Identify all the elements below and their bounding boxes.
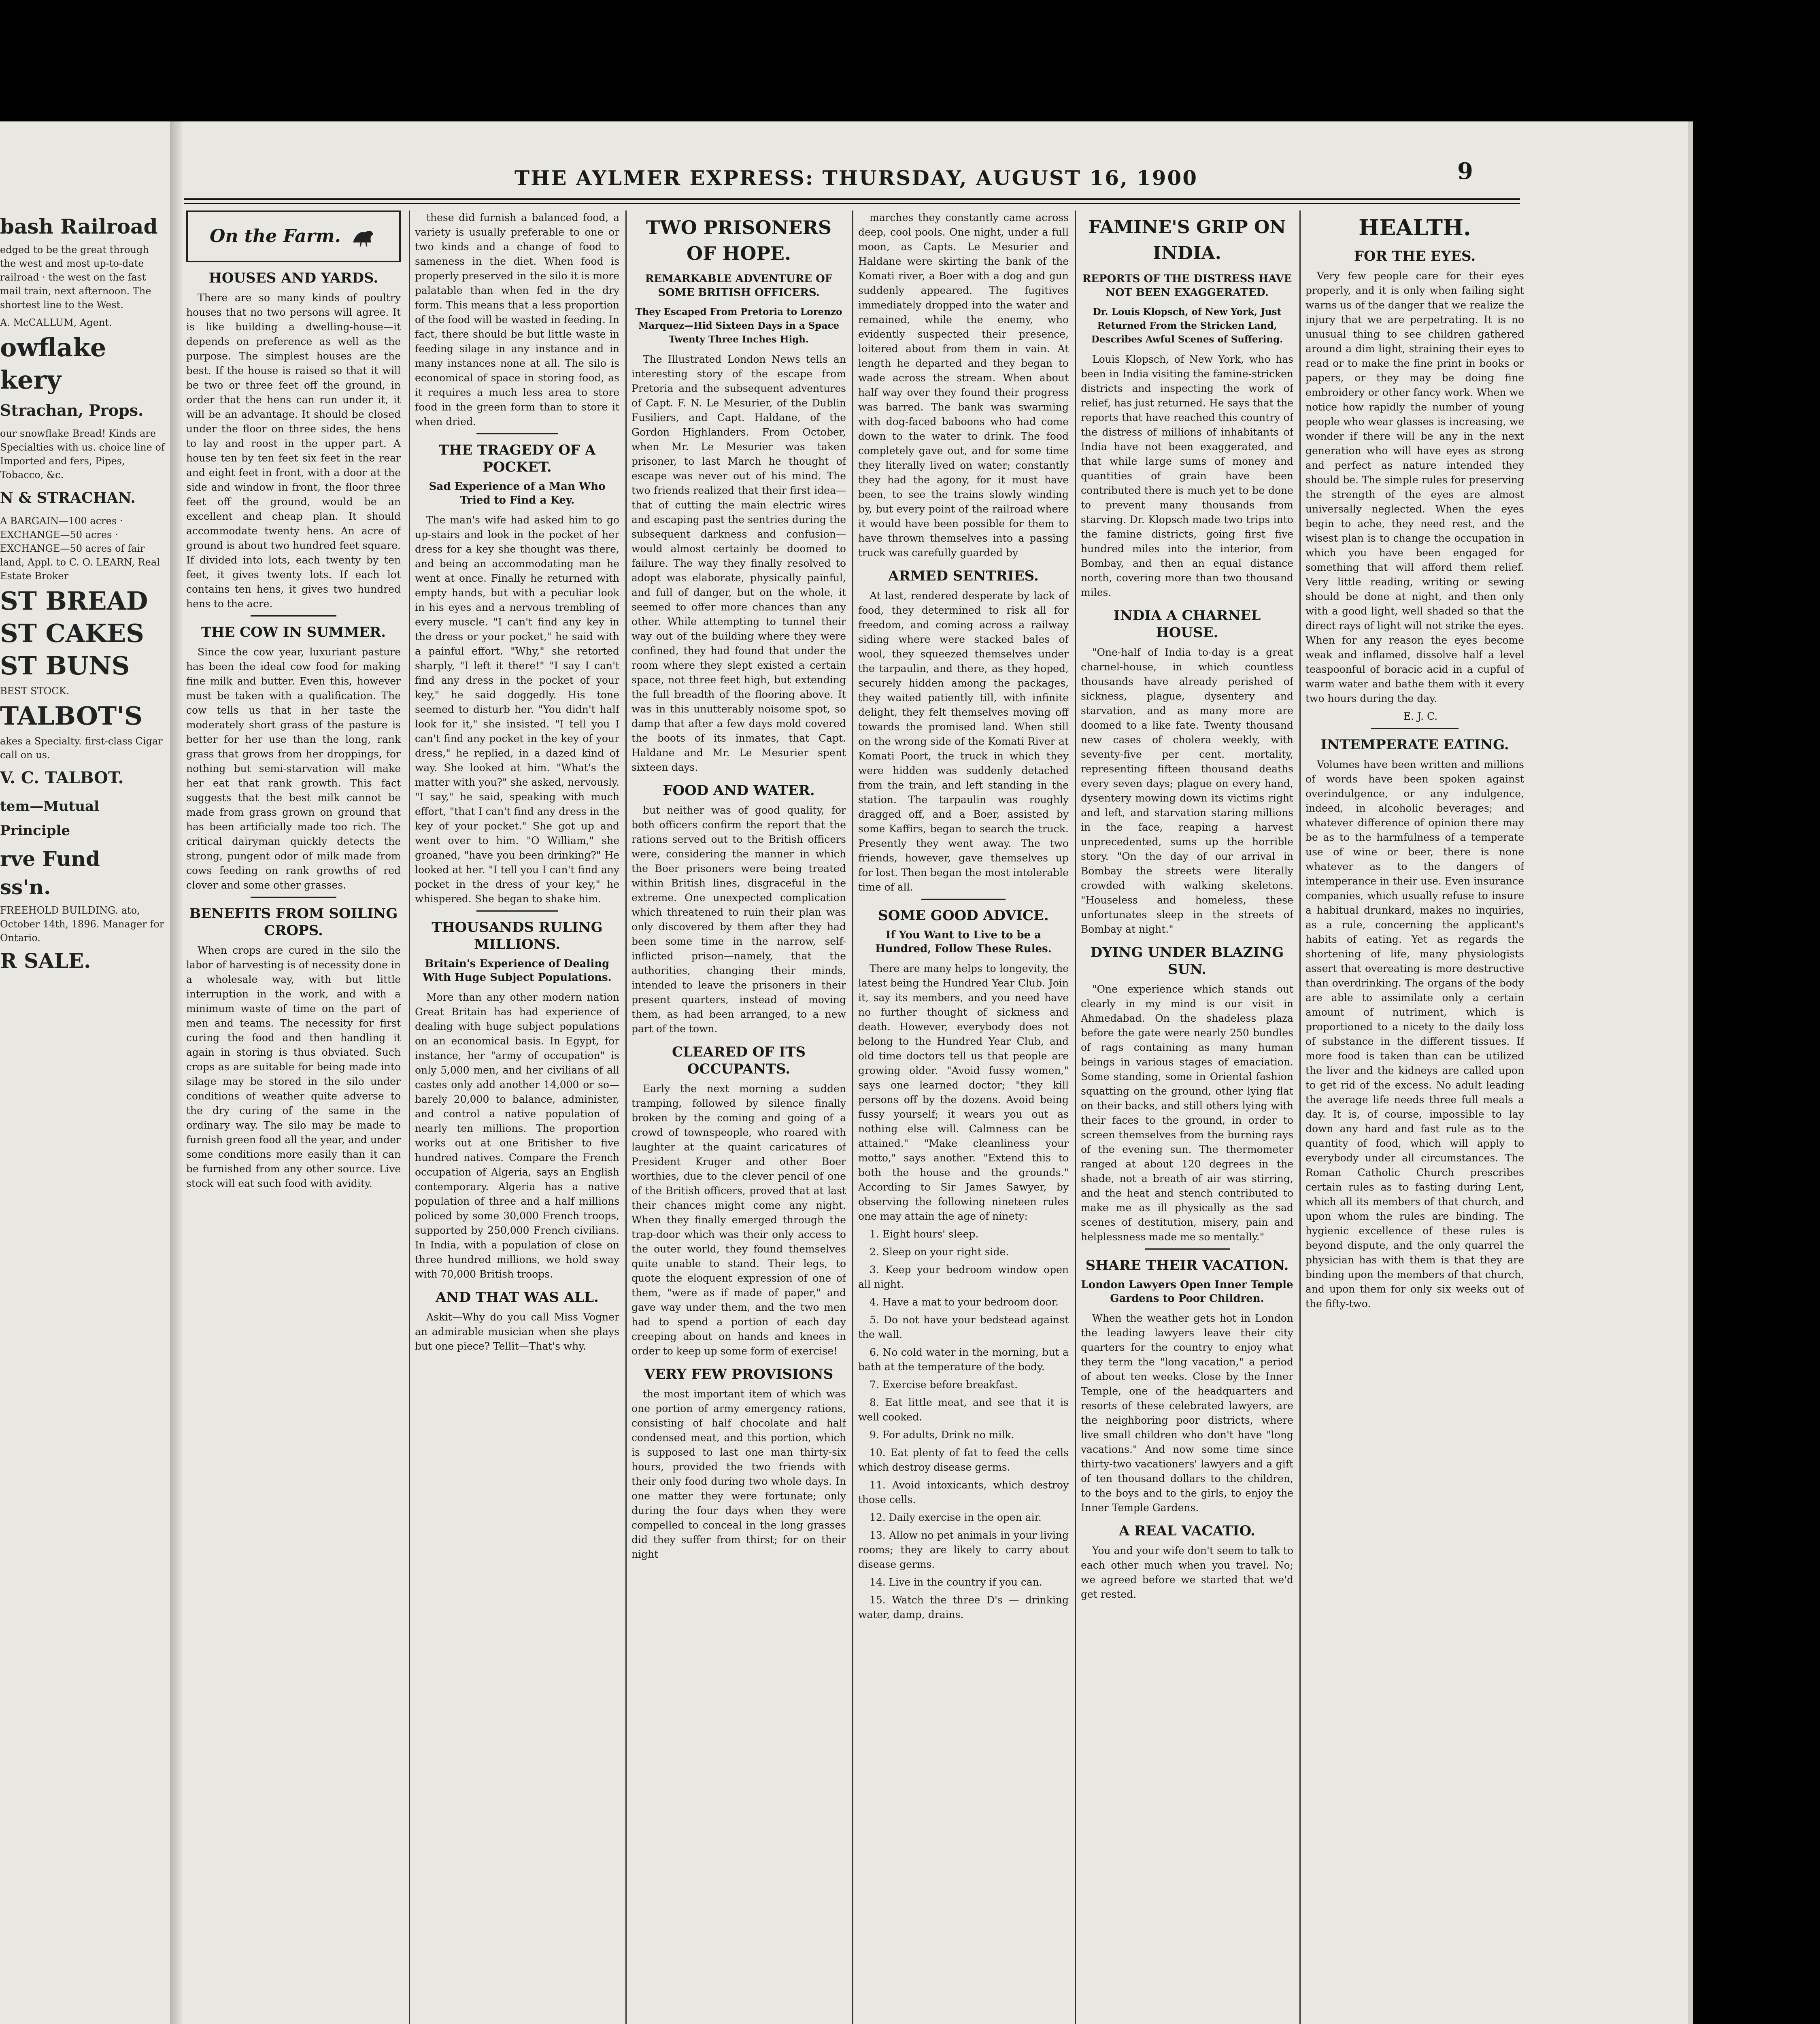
railroad-agent: A. McCALLUM, Agent. xyxy=(0,317,112,328)
advice-subheading: If You Want to Live to be a Hundred, Follow These Rules. xyxy=(875,929,1052,955)
column-rule xyxy=(852,210,853,2024)
sale-head: R SALE. xyxy=(0,949,91,973)
column-famine xyxy=(1081,210,1293,2024)
column-advice xyxy=(858,210,1069,2024)
soiling-heading: BENEFITS FROM SOILING CROPS. xyxy=(189,906,398,939)
rule-item: 6. No cold water in the morning, but a bath at the temperature of the body. xyxy=(858,1346,1069,1373)
cow-heading: THE COW IN SUMMER. xyxy=(201,624,386,640)
column-health xyxy=(1305,210,1524,2024)
masthead-rule xyxy=(184,198,1520,204)
farm-banner-title: On the Farm. xyxy=(210,226,341,247)
millions-text: More than any other modern nation Great Britain has had experience of dealing with huge subject populations on an economical basis. In Egypt, for instance, her "army of occupation" is only 5,000 men, and her civilians of all castes only add another 14,000 or so—barely 20,000 to balance, administer, and control a native population of nearly ten millions. The proportion works out at one Britisher to five hundred natives. Compare the French occupation of Algeria, says an English contemporary. Algeria has a native population of three and a half millions policed by some 30,000 French troops, supported by 250,000 French civilians. In India, with a population of close on three hundred millions, we hold sway with 70,000 British troops. xyxy=(415,991,619,1280)
advice-text: There are many helps to longevity, the latest being the Hundred Year Club. Join it, say its members, and you need have no further thought of sickness and death. However, everybody does not belong to the Hundred Year Club, and old time doctors tell us that people are growing older. "Avoid fussy women," says one learned doctor; "they kill persons off by the dozens. Avoid being fussy yourself; it wears you out as nothing else will. Calmness can be attained." "Make cleanliness your motto," says another. "Extend this to both the house and the grounds." According to Sir James Sawyer, by observing the following nineteen rules one may attain the age of ninety: xyxy=(858,963,1069,1222)
sentries-text: At last, rendered desperate by lack of food, they determined to risk all for freedom, and coming across a railway siding where were stacked bales of wool, they squeezed themselves under the tarpaulin, and there, as they hoped, securely hidden among the packages, they waited patiently till, with infinite delight, they felt themselves moving off towards the promised land. When still on the wrong side of the Komati River at Komati Poort, the truck in which they were hidden was suddenly detached from the train, and left standing in the station. The tarpaulin was roughly dragged off, and a Boer, assisted by some Kaffirs, began to search the truck. Presently they went away. The two friends, however, gave themselves up for lost. Then began the most intolerable time of all. xyxy=(858,590,1069,893)
vacation-text: When the weather gets hot in London the leading lawyers leave their city quarters for the country to enjoy what they term the "long vacation," a period of about ten weeks. Close by the Inner Temple, one of the headquarters and resorts of these celebrated lawyers, are the neighboring poor districts, where live small children who don't have "long vacations." And now some time since thirty-two vacationers' lawyers and a gift of ten thousand dollars to the children, to the boys and to the girls, to enjoy the Inner Temple Gardens. xyxy=(1081,1312,1293,1514)
vacation-heading: SHARE THEIR VACATION. xyxy=(1085,1257,1289,1274)
page-gutter xyxy=(170,121,182,2024)
real-estate-ads: A BARGAIN—100 acres · EXCHANGE—50 acres · EXCHANGE—50 acres of fair land, Appl. to C. O. LEARN, Real Estate Broker xyxy=(0,515,160,582)
sentries-heading: ARMED SENTRIES. xyxy=(888,568,1039,584)
column-rule xyxy=(409,210,410,2024)
rule-item: 13. Allow no pet animals in your living rooms; they are likely to carry about disease germs. xyxy=(858,1529,1069,1570)
rule-item: 1. Eight hours' sleep. xyxy=(870,1228,979,1240)
food-text: but neither was of good quality, for both officers confirm the report that the rations served out to the British officers were, considering the manner in which the Boer prisoners were being treated within British lines, disgraceful in the extreme. One unexpected complication which threatened to ruin their plan was only discovered by them after they had been some time in the narrow, self-inflicted prison—namely, that the authorities, changing their minds, intended to leave the prisoners in their present quarters, instead of moving them, as had been arranged, to a new part of the town. xyxy=(631,804,846,1035)
rule-item: 12. Daily exercise in the open air. xyxy=(870,1512,1042,1523)
bakery-name-1: owflake xyxy=(0,333,106,362)
eyes-heading: FOR THE EYES. xyxy=(1354,248,1476,264)
column-rule xyxy=(1075,210,1076,2024)
charnel-heading: INDIA A CHARNEL HOUSE. xyxy=(1113,608,1261,641)
provisions-heading: VERY FEW PROVISIONS xyxy=(644,1366,833,1382)
rule-item: 5. Do not have your bedstead against the wall. xyxy=(858,1314,1069,1340)
eating-text: Volumes have been written and millions of words have been spoken against overindulgence, or any indulgence, indeed, in alcoholic beverages; and whatever difference of opinion there may be as to the harmfulness of a temperate use of wine or beer, there is none whatever as to the dangers of intemperance in their use. Even insurance companies, which usually refuse to insure a habitual drunkard, makes no inquiries, as a rule, concerning the applicant's habits of eating. Yet as regards the shortening of life, many physiologists assert that overeating is more destructive than overdrinking. The organs of the body are able to assimilate only a certain amount of nutriment, which is proportioned to a nicety to the daily loss of substance in the different tissues. If more food is taken than can be utilized the liver and the kidneys are called upon to get rid of the excess. No adult leading the average life needs three full meals a day. It is, of course, impossible to lay down any hard and fast rule as to the quantity of food, which will apply to everybody under all circumstances. The Roman Catholic Church prescribes certain rules as to fasting during Lent, which all its members of that church, and upon whom the rules are binding. The hygienic excellence of these rules is beyond dispute, and the only quarrel the physician has with them is that they are binding upon the members of that church, and upon them for only six weeks out of the fifty-two. xyxy=(1305,759,1524,1310)
eyes-signature: E. J. C. xyxy=(1403,710,1438,722)
divider xyxy=(251,615,336,617)
vacation-subheading: London Lawyers Open Inner Temple Gardens to Poor Children. xyxy=(1081,1279,1293,1305)
soiling-text: When crops are cured in the silo the labor of harvesting is of necessity done in a wholesale way, with but little interruption in the work, and with a minimum waste of time on the part of men and teams. The necessity for first curing the food and then handling it again in storing is thus obviated. Such crops as are suitable for being made into silage may be stored in the silo under conditions of weather quite adverse to the dry curing of the same in the ordinary way. The silo may be made to furnish green food all the year, and under some conditions more easily than it can be furnished from any other source. Live stock will eat such food with avidity. xyxy=(186,944,401,1189)
millions-subheading: Britain's Experience of Dealing With Huge Subject Populations. xyxy=(423,958,612,984)
divider xyxy=(476,910,558,912)
divider xyxy=(251,897,336,898)
reserve-fund: rve Fund xyxy=(0,847,100,871)
cow-text: Since the cow year, luxuriant pasture has been the ideal cow food for making fine milk and butter. Even this, however must be taken with a qualification. The cow tells us that in her taste the moderately short grass of the pasture is better for her use than the long, rank grass that grows from her droppings, for nothing but semi-starvation will make her eat that rank growth. This fact suggests that the best milk cannot be made from grass grown on ground that has been artificially made too rich. The critical dairyman quickly detects the strong, pungent odor of milk made from cows feeding on rank growths of red clover and some other grasses. xyxy=(186,646,401,891)
column-rule xyxy=(1299,210,1301,2024)
pocket-subheading: Sad Experience of a Man Who Tried to Find a Key. xyxy=(429,480,606,506)
food-heading: FOOD AND WATER. xyxy=(663,782,815,799)
farm-banner xyxy=(186,210,401,262)
bread-line-1: ST BREAD xyxy=(0,586,148,616)
rule-item: 8. Eat little meat, and see that it is well cooked. xyxy=(858,1397,1069,1423)
mutual-head: tem—Mutual Principle xyxy=(0,798,100,839)
page-number: 9 xyxy=(1457,158,1473,185)
column-farm xyxy=(186,210,401,2024)
best-stock: BEST STOCK. xyxy=(0,685,70,697)
left-page-fragment xyxy=(0,210,166,2024)
cleared-heading: CLEARED OF ITS OCCUPANTS. xyxy=(672,1044,806,1077)
pocket-text: The man's wife had asked him to go up-stairs and look in the pocket of her dress for a key she thought was there, and being an accommodating man he went at once. Finally he returned with empty hands, but with a peculiar look in his eyes and a nervous trembling of every muscle. "I can't find any key in the dress or your pocket," he said with a painful effort. "Why," she retorted sharply, "I left it there!" "I say I can't find any dress in the pocket of your key," he said doggedly. His tone seemed to disturb her. "You didn't half look for it," she insisted. "I tell you I can't find any pocket in the key of your dress," he replied, in a dazed kind of way. She looked at him. "What's the matter with you?" she asked, nervously. "I say," he said, speaking with much effort, "that I can't find any dress in the key of your pocket." She got up and went over to him. "O William," she groaned, "have you been drinking?" He looked at her. "I tell you I can't find any pocket in the dress of your key," he whispered. She began to shake him. xyxy=(415,514,619,905)
bread-line-2: ST CAKES xyxy=(0,619,144,648)
that-text: Askit—Why do you call Miss Vogner an admirable musician when she plays but one piece? Tellit—That's why. xyxy=(415,1311,619,1352)
rule-item: 14. Live in the country if you can. xyxy=(870,1576,1042,1588)
talbot-name: V. C. TALBOT. xyxy=(0,768,124,787)
houses-heading: HOUSES AND YARDS. xyxy=(208,270,378,286)
rule-item: 11. Avoid intoxicants, which destroy those cells. xyxy=(858,1479,1069,1505)
bakery-text: our snowflake Bread! Kinds are Specialties with us. choice line of Imported and fers, Pipes, Tobacco, &c. xyxy=(0,428,165,480)
famine-text: Louis Klopsch, of New York, who has been in India visiting the famine-stricken districts and inspecting the work of relief, has just returned. He says that the reports that have reached this country of the distress of millions of inhabitants of India have not been exaggerated, and that while large sums of money and quantities of grain have been contributed there is much yet to be done to prevent many thousands from starving. Dr. Klopsch made two trips into the famine districts, going first five hundred miles into the interior, from Bombay, and then an equal distance north, covering more than two thousand miles. xyxy=(1081,353,1293,598)
charnel-text: "One-half of India to-day is a great charnel-house, in which countless thousands have already perished of sickness, plague, dysentery and starvation, and as many more are doomed to a like fate. Twenty thousand new cases of cholera weekly, with seventy-five per cent. mortality, representing fifteen thousand deaths every seven days; plague on every hand, dysentery mowing down its victims right and left, and starvation staring millions in the face, reaping a harvest unprecedented, sums up the horrible story. "On the day of our arrival in Bombay the streets were literally crowded with walking skeletons. "Houseless and homeless, these unfortunates sleep in the streets of Bombay at night." xyxy=(1081,646,1293,935)
prisoners-subheading-2: They Escaped From Pretoria to Lorenzo Marquez—Hid Sixteen Days in a Space Twenty Three Inches High. xyxy=(635,306,842,345)
cleared-text: Early the next morning a sudden tramping, followed by silence finally broken by the coming and going of a crowd of townspeople, who roared with laughter at the quaint caricatures of President Kruger and other Boer worthies, due to the clever pencil of one of the British officers, proved that at last their chances might come any night. When they finally emerged through the trap-door which was their only access to the outer world, they found themselves quite unable to stand. Their legs, to quote the eloquent expression of one of them, "were as if made of paper," and gave way under them, and the two men had to spend a portion of each day creeping about on hands and knees in order to keep up some form of exercise! xyxy=(631,1083,846,1357)
masthead: THE AYLMER EXPRESS: THURSDAY, AUGUST 16, 1900 xyxy=(514,166,1198,190)
dying-text: "One experience which stands out clearly in my mind is our visit in Ahmedabad. On the shadeless plaza before the gate were nearly 250 bundles of rags containing as many human beings in various stages of emaciation. Some standing, some in Oriental fashion squatting on the ground, other lying flat on their backs, and still others lying with their faces to the ground, in order to screen themselves from the burning rays of the evening sun. The thermometer ranged at about 120 degrees in the shade, not a breath of air was stirring, and the heat and stench contributed to make me as ill physically as the sad scenes of destitution, misery, pain and helplessness made me so mentally." xyxy=(1081,983,1293,1243)
assn: ss'n. xyxy=(0,875,51,899)
rule-item: 3. Keep your bedroom window open all night. xyxy=(858,1264,1069,1290)
dying-heading: DYING UNDER BLAZING SUN. xyxy=(1090,944,1284,978)
famine-heading: FAMINE'S GRIP ON INDIA. xyxy=(1088,217,1286,264)
famine-subheading: REPORTS OF THE DISTRESS HAVE NOT BEEN EXAGGERATED. xyxy=(1082,273,1292,299)
bread-line-3: ST BUNS xyxy=(0,651,130,680)
divider xyxy=(1145,1248,1230,1250)
column-prisoners xyxy=(631,210,846,2024)
column-rule xyxy=(625,210,627,2024)
bakery-props: Strachan, Props. xyxy=(0,401,144,419)
divider xyxy=(476,433,558,434)
rule-item: 7. Exercise before breakfast. xyxy=(870,1379,1018,1390)
rule-item: 2. Sleep on your right side. xyxy=(870,1246,1009,1258)
bakery-firm: N & STRACHAN. xyxy=(0,489,136,506)
divider xyxy=(921,899,1006,900)
marches-text: marches they constantly came across deep, cool pools. One night, under a full moon, as Capts. Le Mesurier and Haldane were skirting the bank of the Komati river, a Boer with a dog and gun suddenly appeared. The fugitives immediately dropped into the water and remained, while the enemy, who evidently suspected their presence, loitered about from them in vain. At length he departed and they began to wade across the stream. When about half way over they found their progress was barred. The bank was swarming with dog-faced baboons who had come down to the water to drink. The food completely gave out, and for some time they literally lived on water; constantly they had the agony, for it must have been, to see the trains slowly winding by, but every point of the railroad where it would have been possible for them to have thrown themselves into a passing truck was carefully guarded by xyxy=(858,212,1069,559)
millions-heading: THOUSANDS RULING MILLIONS. xyxy=(432,919,603,952)
pocket-heading: THE TRAGEDY OF A POCKET. xyxy=(438,442,596,475)
column-pocket xyxy=(415,210,619,2024)
rooster-icon xyxy=(349,226,377,247)
railroad-text: edged to be the great through the west and most up-to-date railroad · the west on the fast mail train, next afternoon. The shortest line to the West. xyxy=(0,244,151,310)
houses-text: There are so many kinds of poultry houses that no two persons will agree. It is like building a dwelling-house—it depends on preference as well as the purpose. The simplest houses are the best. If the house is raised so that it will be two or three feet off the ground, in order that the hens can run under it, it will be an advantage. It should be closed under the floor on three sides, the hens to lay and roost in the upper part. A house ten by ten feet six feet in the rear and eight feet in front, with a door at the side and window in front, the floor three feet off the ground, would be an excellent and cheap plan. It should accommodate twenty hens. An acre of ground is about two hundred feet square. If divided into lots, each twenty by ten feet, it gives twenty lots. If each lot contains ten hens, it gives two hundred hens to the acre. xyxy=(186,292,401,610)
mutual-text: FREEHOLD BUILDING. ato, October 14th, 1896. Manager for Ontario. xyxy=(0,905,164,944)
advice-heading: SOME GOOD ADVICE. xyxy=(878,908,1049,924)
provisions-text: the most important item of which was one portion of army emergency rations, consisting of half chocolate and half condensed meat, and this portion, which is supposed to last one man thirty-six hours, provided the two friends with their only food during two whole days. In one matter they were fortunate; only during the four days when they were compelled to conceal in the long grasses did they suffer from thirst; for on their night xyxy=(631,1388,846,1560)
rule-item: 10. Eat plenty of fat to feed the cells which destroy disease germs. xyxy=(858,1447,1069,1473)
that-heading: AND THAT WAS ALL. xyxy=(436,1289,599,1305)
rule-item: 4. Have a mat to your bedroom door. xyxy=(870,1296,1059,1308)
silo-text: these did furnish a balanced food, a variety is usually preferable to one or two kinds and a change of food to sameness in the diet. When food is properly preserved in the silo it is more palatable than when fed in the dry form. This means that a less proportion of the food will be wasted in feeding. In fact, there should be but little waste in feeding silage in any instance and in many instances none at all. The silo is economical of space in storing food, as it requires a much less area to store food in the green form than to store it when dried. xyxy=(415,212,619,427)
bakery-name-2: kery xyxy=(0,365,62,395)
prisoners-heading: TWO PRISONERS OF HOPE. xyxy=(646,217,832,264)
eating-heading: INTEMPERATE EATING. xyxy=(1320,737,1509,753)
prisoners-text: The Illustrated London News tells an interesting story of the escape from Pretoria and the subsequent adventures of Capt. F. N. Le Mesurier, of the Dublin Fusiliers, and Capt. Haldane, of the Gordon Highlanders. From October, when Mr. Le Mesurier was taken prisoner, to last March he thought of escape was never out of his mind. The two friends realized that their first idea—that of cutting the main electric wires and escaping past the sentries during the subsequent darkness and confusion—would almost certainly be doomed to failure. The way they finally resolved to adopt was elaborate, physically painful, and full of danger, but on the whole, it seemed to offer more chances than any other. While attempting to tunnel their way out of the building where they were confined, they had found that under the room where they slept existed a certain space, not three feet high, but extending the full breadth of the flooring above. It was in this unutterably noisome spot, so damp that after a few days mold covered the boots of its inmates, that Capt. Haldane and Mr. Le Mesurier spent sixteen days. xyxy=(631,353,846,773)
rule-item: 15. Watch the three D's — drinking water, damp, drains. xyxy=(858,1594,1069,1620)
divider xyxy=(1371,728,1459,729)
talbot-text: akes a Specialty. first-class Cigar call on us. xyxy=(0,736,163,761)
vacatio-text: You and your wife don't seem to talk to each other much when you travel. No; we agreed before we started that we'd get rested. xyxy=(1081,1545,1293,1600)
vacatio-heading: A REAL VACATIO. xyxy=(1119,1523,1255,1539)
prisoners-subheading: REMARKABLE ADVENTURE OF SOME BRITISH OFFICERS. xyxy=(645,273,833,299)
eyes-text: Very few people care for their eyes properly, and it is only when failing sight warns us of the danger that we realize the injury that we are perpetrating. It is no unusual thing to see children gathered around a dim light, straining their eyes to read or to make the fine print in books or papers, or they may be doing fine embroidery or other fancy work. When we notice how rapidly the number of young people who wear glasses is increasing, we wonder if there will be any in the next generation who will have eyes as strong and perfect as nature intended they should be. The simple rules for preserving the strength of the eyes are almost universally neglected. When the eyes begin to ache, they need rest, and the wisest plan is to change the occupation in which you have been engaged for something that will afford them relief. Very little reading, writing or sewing should be done at night, and then only with a good light, well shaded so that the direct rays of light will not strike the eyes. When for any reason the eyes become weak and inflamed, dissolve half a level teaspoonful of boracic acid in a cupful of warm water and bathe them with it every two hours during the day. xyxy=(1305,270,1524,704)
health-heading: HEALTH. xyxy=(1359,215,1471,240)
rule-item: 9. For adults, Drink no milk. xyxy=(870,1429,1014,1441)
talbot-head: TALBOT'S xyxy=(0,701,142,731)
railroad-head: bash Railroad xyxy=(0,215,158,238)
famine-subheading-2: Dr. Louis Klopsch, of New York, Just Returned From the Stricken Land, Describes Awful Scenes of Suffering. xyxy=(1091,306,1283,345)
